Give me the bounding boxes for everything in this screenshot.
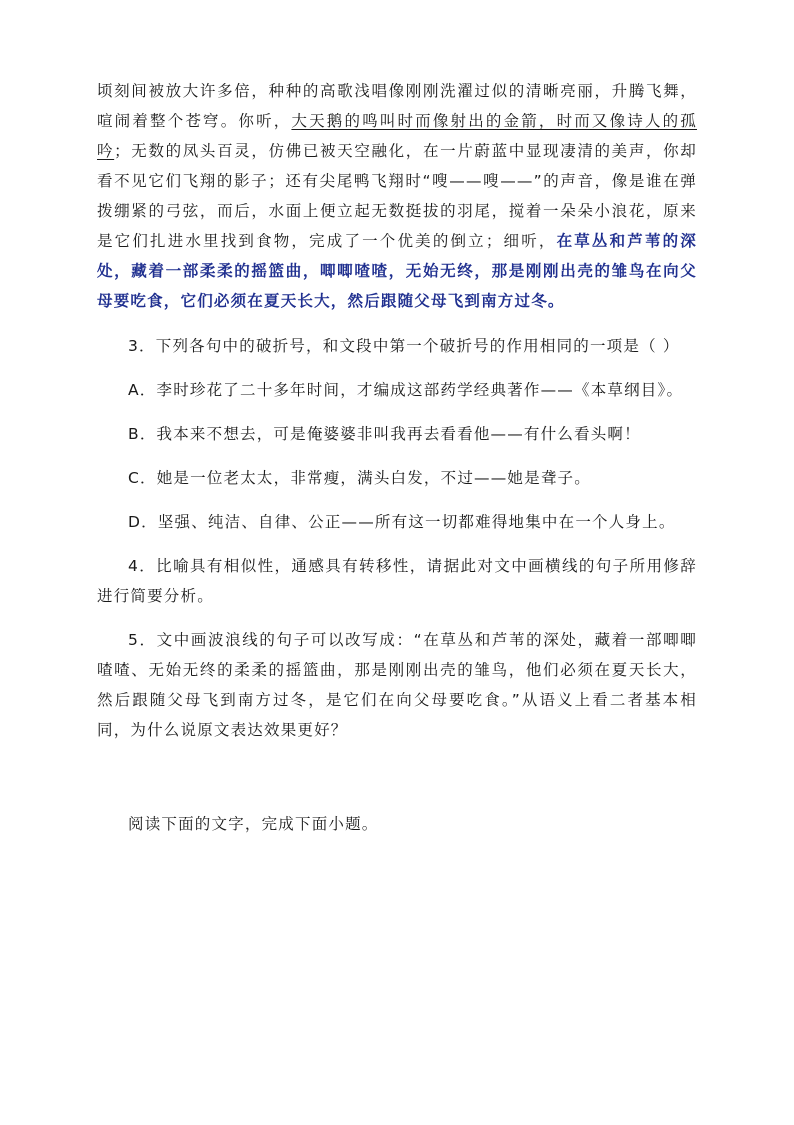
question-5: 5．文中画波浪线的句子可以改写成：“在草丛和芦苇的深处，藏着一部唧唧喳喳、无始无终的柔柔的摇篮曲，那是刚刚出壳的雏鸟，他们必须在夏天长大，然后跟随父母飞到南方过冬，是它们在向父母要吃食。”从语义上看二者基本相同，为什么说原文表达效果更好？ [97,631,697,739]
passage-paragraph [97,76,697,316]
underlined-sentence: 大天鹅的鸣叫时而像射出的金箭，时而又像诗人的孤吟 [97,112,697,160]
question-3-option-a: A．李时珍花了二十多年时间，才编成这部药学经典著作——《本草纲目》。 [128,381,684,399]
question-3-option-b: B．我本来不想去，可是俺婆婆非叫我再去看看他——有什么看头啊！ [128,425,641,443]
question-3-option-c: C．她是一位老太太，非常瘦，满头白发，不过——她是聋子。 [128,469,591,487]
question-4: 4．比喻具有相似性，通感具有转移性，请据此对文中画横线的句子所用修辞进行简要分析。 [97,557,697,605]
document-page [97,76,697,839]
passage-text-2: ；无数的凤头百灵，仿佛已被天空融化，在一片蔚蓝中显现凄清的美声，你却看不见它们飞翔的影子；还有尖尾鸭飞翔时“嗖——嗖——”的声音，像是谁在弹拨绷紧的弓弦，而后，水面上便立起无数挺拔的羽尾，搅着一朵朵小浪花，原来是它们扎进水里找到食物，完成了一个优美的倒立；细听， [97,142,697,250]
passage-text-1: 顷刻间被放大许多倍，种种的高歌浅唱像刚刚洗濯过似的清晰亮丽，升腾飞舞，喧闹着整个苍穹。你听， [97,82,697,130]
question-3-option-d: D．坚强、纯洁、自律、公正——所有这一切都难得地集中在一个人身上。 [128,513,676,531]
wavy-line-sentence: 在草丛和芦苇的深处，藏着一部柔柔的摇篮曲，唧唧喳喳，无始无终，那是刚刚出壳的雏鸟在向父母要吃食，它们必须在夏天长大，然后跟随父母飞到南方过冬。 [97,232,697,310]
question-3-stem: 3．下列各句中的破折号，和文段中第一个破折号的作用相同的一项是（ ） [128,337,680,355]
next-section-instruction: 阅读下面的文字，完成下面小题。 [128,815,379,833]
